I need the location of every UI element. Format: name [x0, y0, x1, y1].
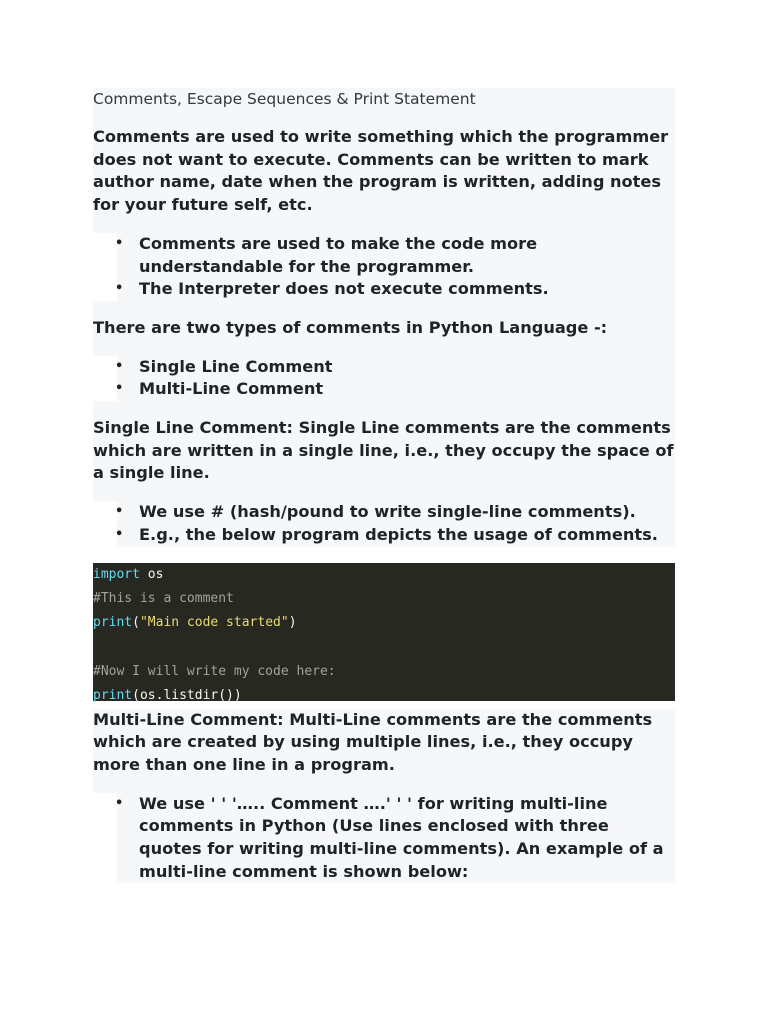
intro-paragraph: Comments are used to write something which the programmer does not want to execute. Comments can be written to mark author name, date when the program is written, adding notes for your future self, etc. — [93, 127, 669, 215]
multi-line-paragraph: Multi-Line Comment: Multi-Line comments are the comments which are created by using multiple lines, i.e., they occupy more than one line in a program. — [93, 709, 653, 774]
types-heading: There are two types of comments in Python Language -: — [93, 317, 608, 337]
code-comment: #Now I will write my code here: — [93, 663, 336, 679]
list-item: • We use # (hash/pound to write single-line comments). — [115, 502, 636, 522]
code-comment: #This is a comment — [93, 590, 234, 606]
list-item: • Multi-Line Comment — [115, 379, 324, 399]
code-line: print("Main code started") — [93, 615, 297, 631]
list-item: • The Interpreter does not execute comments. — [115, 279, 549, 299]
single-line-paragraph: Single Line Comment: Single Line comments are the comments which are written in a single line, i.e., they occupy the space of a single line. — [93, 418, 674, 483]
list-item: • E.g., the below program depicts the usage of comments. — [115, 524, 658, 544]
single-line-bullet-list — [117, 501, 675, 546]
list-item: • Single Line Comment — [115, 356, 333, 376]
intro-bullet-list — [117, 233, 675, 301]
types-bullet-list — [117, 356, 675, 401]
code-line: print(os.listdir()) — [93, 688, 242, 704]
document-title: Comments, Escape Sequences & Print Statement — [93, 90, 476, 108]
list-item: • Comments are used to make the code more understandable for the programmer. — [115, 233, 538, 276]
document-body-top — [93, 88, 675, 233]
multi-line-bullet-list — [117, 793, 675, 884]
list-item: • We use ' ' '….. Comment ….' ' ' for writing multi-line comments in Python (Use lines enclosed with three quotes for writing multi-line comments). An example of a multi-line comment is shown below: — [115, 793, 664, 881]
document-page — [93, 88, 675, 883]
code-block — [93, 563, 675, 704]
code-line: import os — [93, 566, 164, 582]
